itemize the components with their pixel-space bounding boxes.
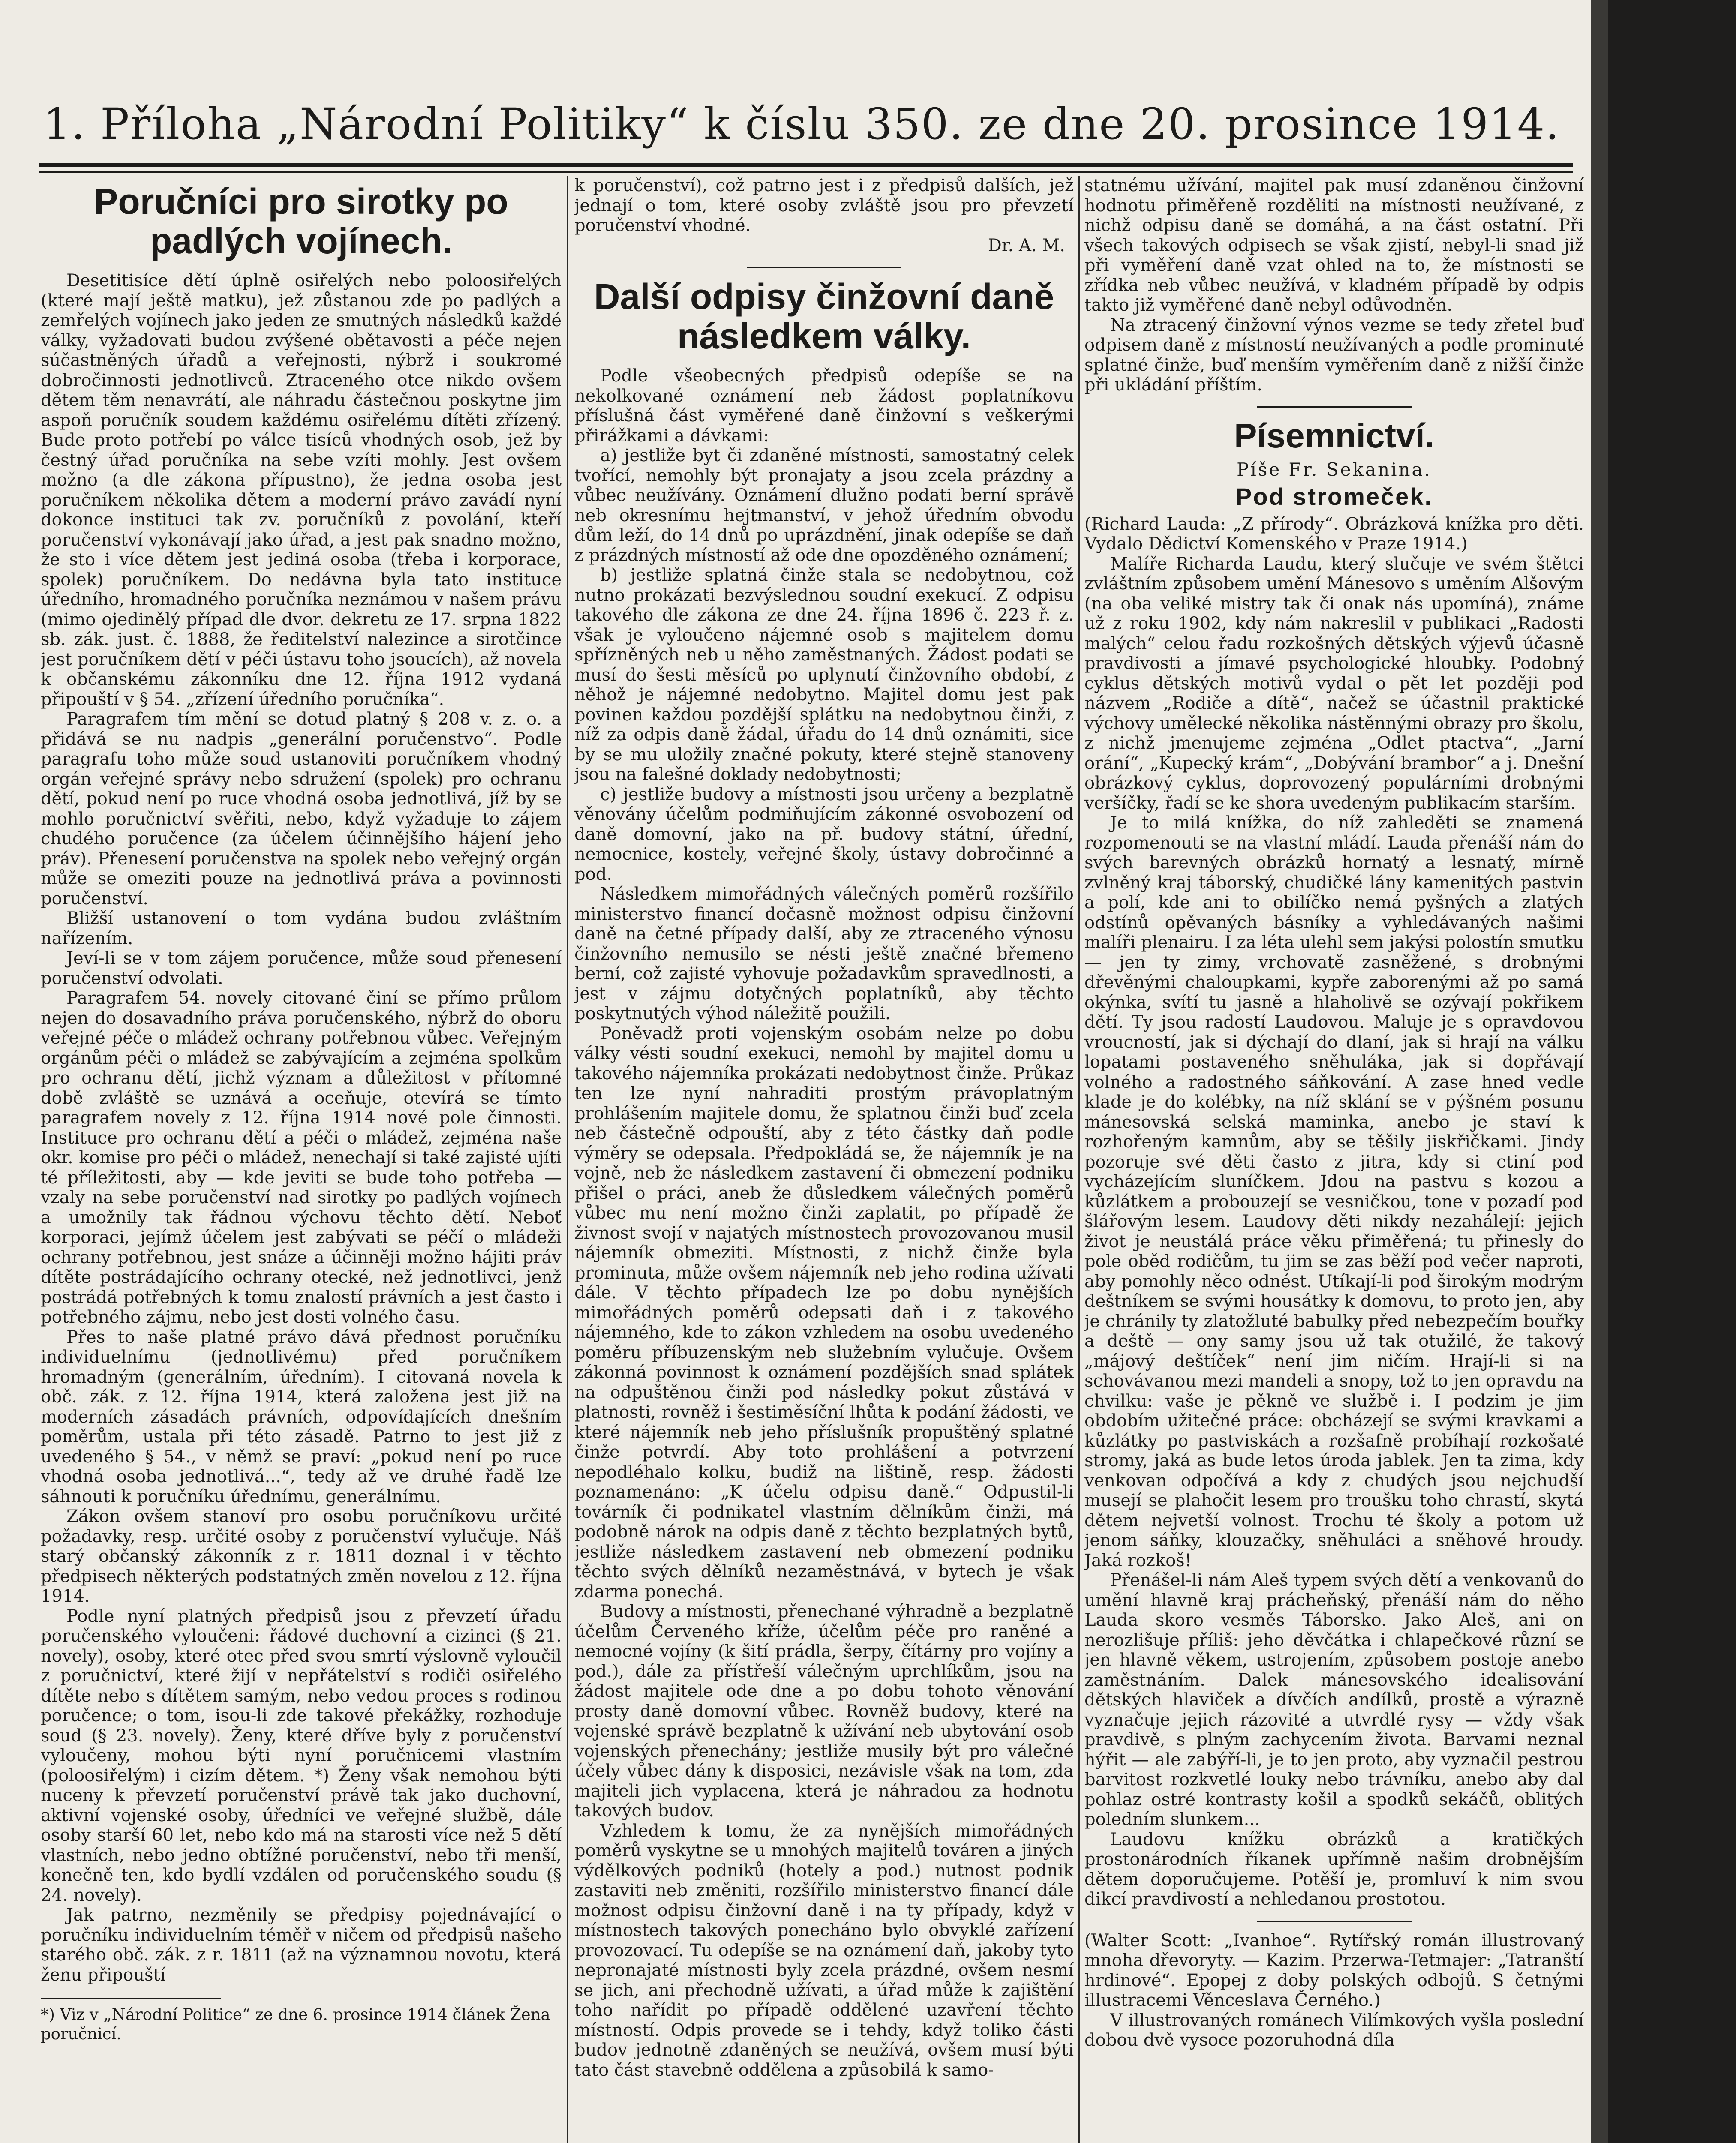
article-headline-guardians: Poručníci pro sirotky po padlých vojínech. xyxy=(94,181,508,261)
paragraph: Jak patrno, nezměnily se předpisy pojednávající o poručníku individuelním téměř v ničem od předpisů našeho starého obč. zák. z r. 1811 (až na významnou novotu, která ženu připouští xyxy=(41,1905,562,1985)
book-citation: (Richard Lauda: „Z přírody“. Obrázková knížka pro děti. Vydalo Dědictví Komenského v Praze 1914.) xyxy=(1084,514,1584,554)
paragraph: Malíře Richarda Laudu, který slučuje ve svém štětci zvláštním způsobem umění Mánesovo s uměním Alšovým (na oba veliké mistry tak či onak nás upomíná), známe už z roku 1902, kdy nám nakreslil v publikaci „Radosti malých“ celou řadu rozkošných dětských výjevů účasně pravdivosti a jímavé psychologické hloubky. Podobný cyklus dětských motivů vydal o pět let později pod názvem „Rodiče a dítě“, načež se účastnil praktické výchovy umělecké několika nástěnnými obrazy pro školu, z nichž jmenujeme zejména „Odlet ptactva“, „Jarní orání“, „Kupecký krám“, „Dobývání brambor“ a j. Dnešní obrázkový cyklus, doprovozený populárními drobnými veršíčky, řadí se ke shora uvedeným publikacím starším. xyxy=(1084,554,1584,813)
section-divider xyxy=(1257,406,1412,408)
paragraph: Zákon ovšem stanoví pro osobu poručníkovu určité požadavky, resp. určité osoby z poručenství vylučuje. Náš starý občanský zákonník z r. 1811 doznal i v těchto předpisech některých podstatných změn novelou z 12. října 1914. xyxy=(41,1507,562,1606)
footnote-rule xyxy=(41,1998,221,2005)
paragraph: Laudovu knížku obrázků a kratičkých prostonárodních říkanek upřímně našim drobnějším dětem doporučujeme. Potěší je, promluví k nim svou dikcí pravdivostí a nehledanou prostotou. xyxy=(1084,1829,1584,1909)
paragraph: V illustrovaných románech Vilímkových vyšla poslední dobou dvě vysoce pozoruhodná díla xyxy=(1084,2010,1584,2050)
column-divider-1 xyxy=(567,176,568,2143)
column-2 xyxy=(574,176,1074,2143)
column-divider-2 xyxy=(1078,176,1080,2143)
section-heading-literature: Písemnictví. xyxy=(1234,416,1434,455)
paragraph: Vzhledem k tomu, že za nynějších mimořádných poměrů vyskytne se u mnohých majitelů továren a jiných výdělkových podniků (hotely a pod.) nutnost podnik zastaviti neb změniti, rozšířilo ministerstvo financí dále možnost odpisu činžovní daně i na ty případy, když v místnostech takových ponecháno bylo obvyklé zařízení provozovací. Tu odepíše se na oznámení daň, jakoby tyto nepronajaté místnosti byly zcela prázdné, ovšem nesmí se jich, ani přechodně užívati, a úřad může k zajištění toho nařídit po případě oddělené uzavření těchto místností. Odpis provede se i tehdy, když toliko části budov jednotně zdaněných se neužívá, ovšem musí býti tato část stavebně oddělena a způsobilá k samo- xyxy=(574,1821,1074,2080)
paragraph: Bližší ustanovení o tom vydána budou zvláštním nařízením. xyxy=(41,909,562,948)
scan-edge-shadow xyxy=(1591,0,1608,2143)
subheading: Pod stromeček. xyxy=(1235,483,1433,510)
byline: Píše Fr. Sekanina. xyxy=(1237,459,1432,480)
scan-edge xyxy=(1591,0,1736,2143)
paragraph: c) jestliže budovy a místnosti jsou určeny a bezplatně věnovány účelům podmiňujícím zákonné osvobození od daně domovní, jako na př. budovy státní, úřední, nemocnice, kostely, veřejné školy, ústavy dobročinné a pod. xyxy=(574,784,1074,884)
paragraph: statnému užívání, majitel pak musí zdaněnou činžovní hodnotu přiměřeně rozděliti na místnosti neužívané, z nichž odpisu daně se domáhá, a na část ostatní. Při všech takových odpisech se však zjistí, nebyl-li snad již při vyměření daně vzat ohled na to, že místnosti se zřídka neb vůbec neužívá, v kladném případě by odpis takto již vyměřené daně nebyl odůvodněn. xyxy=(1084,176,1584,315)
article-continuation: k poručenství), což patrno jest i z předpisů dalších, jež jednají o tom, které osoby zvláště jsou pro převzetí poručenství vhodné. xyxy=(574,176,1074,235)
paragraph: Jeví-li se v tom zájem poručence, může soud přenesení poručenství odvolati. xyxy=(41,948,562,988)
article-divider xyxy=(747,267,901,268)
paragraph: Přes to naše platné právo dává přednost poručníku individuelnímu (jednotlivému) před poručníkem hromadným (generálním, úředním). I citovaná novela k obč. zák. z 12. října 1914, která založena jest již na moderních zásadách právních, odpovídajících dnešním poměrům, ustala při této zásadě. Patrno to jest již z uvedeného § 54., v němž se praví: „pokud není po ruce vhodná osoba jednotlivá...“, tedy až ve druhé řadě lze sáhnouti k poručníku úřednímu, generálnímu. xyxy=(41,1327,562,1507)
footnote: *) Viz v „Národní Politice“ ze dne 6. prosince 1914 článek Žena poručnicí. xyxy=(41,2005,550,2043)
author-signature: Dr. A. M. xyxy=(988,235,1065,255)
masthead-rule-thin xyxy=(39,171,1573,173)
paragraph: Následkem mimořádných válečných poměrů rozšířilo ministerstvo financí dočasně možnost odpisu činžovní daně na četné případy další, aby ze ztraceného výnosu činžovního nemusilo se nésti ještě značné břemeno berní, což zajisté vyhovuje požadavkům spravedlnosti, a jest v zájmu dotyčných poplatníků, aby těchto poskytnutých výhod náležitě použili. xyxy=(574,884,1074,1023)
paragraph: Paragrafem 54. novely citované činí se přímo průlom nejen do dosavadního práva poručenského, nýbrž do oboru veřejné péče o mládež ochrany potřebnou vůbec. Veřejným orgánům péči o mládež se zabývajícím a zejména spolkům pro ochranu dětí, jichž význam a důležitost v přítomné době zvláště se uznává a oceňuje, otevírá se tímto paragrafem novely z 12. října 1914 nové pole činnosti. Instituce pro ochranu dětí a péči o mládež, zejména naše okr. komise pro péči o mládež, nenechají si také zajisté ujíti té příležitosti, aby — kde jeviti se bude toho potřeba — vzaly na sebe poručenství nad sirotky po padlých vojínech a umožnily tak řádnou výchovu těchto dětí. Neboť korporaci, jejímž účelem jest zabývati se péčí o mládeži ochrany potřebnou, jest snáze a účinněji možno hájiti práv dítěte postrádajícího ochrany otecké, než jednotlivci, jenž postrádá potřebných k tomu znalostí právních a jest často i potřebného zájmu, nebo jest dosti volného času. xyxy=(41,988,562,1327)
column-1 xyxy=(41,176,562,2143)
book-citation: (Walter Scott: „Ivanhoe“. Rytířský román illustrovaný mnoha dřevoryty. — Kazim. Przerwa-Tetmajer: „Tatranští hrdinové“. Epopej z doby polských odbojů. S četnými illustracemi Věnceslava Černého.) xyxy=(1084,1930,1584,2010)
article-headline-tax: Další odpisy činžovní daně následkem války. xyxy=(594,276,1054,356)
review-divider xyxy=(1257,1921,1412,1922)
paragraph: Budovy a místnosti, přenechané výhradně a bezplatně účelům Červeného kříže, účelům péče pro raněné a nemocné vojíny (k šití prádla, šerpy, čítárny pro vojíny a pod.), dále za přístřeší válečným uprchlíkům, jsou na žádost majitele ode dne a po dobu tohoto věnování prosty daně domovní vůbec. Rovněž budovy, které na vojenské správě bezplatně k užívání neb ubytování osob vojenských přenechány; jestliže musily být pro válečné účely vůbec dány k disposici, nezávisle však na tom, zda majiteli jich vyplacena, která je náhradou za hodnotu takových budov. xyxy=(574,1602,1074,1821)
column-3 xyxy=(1084,176,1584,2143)
masthead: 1. Příloha „Národní Politiky“ k číslu 350. ze dne 20. prosince 1914. xyxy=(43,99,1560,149)
paragraph: Přenášel-li nám Aleš typem svých dětí a venkovanů do umění hlavně kraj prácheňský, přenáší nám do něho Lauda skoro vesměs Táborsko. Jako Aleš, ani on nerozlišuje příliš: jeho děvčátka i chlapečkové různí se jen hlavně věkem, ustrojením, způsobem postoje anebo zaměstnáním. Dalek mánesovského idealisování dětských hlaviček a dívčích andílků, prostě a výrazně vyznačuje jejich rázovité a utvrdlé rysy — vždy však pravdivě, s plným zachycením života. Barvami neznal hýřit — ale zabýří-li, je to jen proto, aby vyznačil pestrou barvitost rozkvetlé louky nebo trávníku, anebo aby dal pohlaz ostré kontrasty košil a spodků sekáčů, oblitých poledním slunkem... xyxy=(1084,1570,1584,1829)
paragraph: Paragrafem tím mění se dotud platný § 208 v. z. o. a přidává se nu nadpis „generální poručenstvo“. Podle paragrafu toho může soud ustanoviti poručníkem vhodný orgán veřejné správy nebo sdružení (spolek) pro ochranu dětí, pokud není po ruce vhodná osoba jednotlivá, jíž by se mohlo poručnictví svěřiti, nebo, když vyžaduje to zájem chudého poručence (za účelem účinnějšího hájení jeho práv). Přenesení poručenstva na spolek nebo veřejný orgán může se omeziti pouze na jednotlivá práva a povinnosti poručenství. xyxy=(41,709,562,909)
paragraph: a) jestliže byt či zdaněné místnosti, samostatný celek tvořící, nemohly být pronajaty a jsou zcela prázdny a vůbec neužívány. Oznámení dlužno podati berní správě neb okresnímu hejtmanství, v jehož úředním obvodu dům leží, do 14 dnů po uprázdnění, jinak odepíše se daň z prázdných místností až ode dne opozděného oznámení; xyxy=(574,446,1074,565)
paragraph: Poněvadž proti vojenským osobám nelze po dobu války vésti soudní exekuci, nemohl by majitel domu u takového nájemníka prokázati nedobytnost činže. Průkaz ten lze nyní nahraditi prostým právoplatným prohlášením majitele domu, že splatnou činži buď zcela neb částečně odpouští, aby z této částky daň podle výměry se odepsala. Předpokládá se, že nájemník je na vojně, neb že následkem zastavení či obmezení podniku přišel o práci, aneb že důsledkem válečných poměrů vůbec mu není možno činži zaplatit, po případě že živnost svojí v najatých místnostech provozovanou musil nájemník obmeziti. Místnosti, z nichž činže byla prominuta, může ovšem nájemník neb jeho rodina užívati dále. V těchto případech lze po dobu nynějších mimořádných poměrů odepsati daň i z takového nájemného, kde to zákon vzhledem na osobu uvedeného poměru příbuzenským neb služebním vylučuje. Ovšem zákonná povinnost k oznámení pozdějších snad splátek na odpuštěnou činži pod následky pokut zůstává v platnosti, rovněž i šestiměsíční lhůta k podání žádosti, ve které nájemník neb jeho příslušník propuštěný splatné činže potvrdí. Aby toto prohlášení a potvrzení nepodléhalo kolku, budiž na lištině, resp. žádosti poznamenáno: „K účelu odpisu daně.“ Odpustil-li továrník či podnikatel vlastním dělníkům činži, má podobně nárok na odpis daně z těchto bezplatných bytů, jestliže následkem zastavení neb obmezení podniku těchto svých dělníků nezaměstnává, v bytech je však zdarma ponechá. xyxy=(574,1023,1074,1602)
paragraph: Podle všeobecných předpisů odepíše se na nekolkované oznámení neb žádost poplatníkovu příslušná část vyměřené daně činžovní s veškerými přirážkami a dávkami: xyxy=(574,366,1074,446)
paragraph: Je to milá knížka, do níž zahleděti se znamená rozpomenouti se na vlastní mládí. Lauda přenáší nám do svých barevných obrázků hornatý a lesnatý, mírně zvlněný kraj táborský, chudičké lány kamenitých pastvin a polí, kde ani to obilíčko nemá pyšných a zlatých odstínů opěvaných básníky a vyhledávaných našimi malíři plenairu. I za léta ulehl sem jakýsi polostín smutku — jen ty zimy, vrchovatě zasněžené, s drobnými dřevěnými chaloupkami, kypře zaborenými až po samá okýnka, svítí tu jasně a hlaholivě se ozývají pokřikem dětí. Ty jsou radostí Laudovou. Maluje je s opravdovou vroucností, jak si dýchají do dlaní, jak si hrají na válku lopatami postaveného sněhuláka, jak si dopřávají volného a radostného sáňkování. A zase hned vedle klade je do kolébky, na níž sklání se v pýšném posunu mánesovská selská maminka, anebo je staví k rozhořeným kamnům, aby se těšily jiskřičkami. Jindy pozoruje své děti často z jitra, kdy si ctiní pod vycházejícím sluníčkem. Jdou na pastvu s kozou a kůzlátkem a probouzejí se vesničkou, tone v pozadí pod šlářovým lesem. Laudovy děti nikdy nezahálejí: jejich život je neustálá práce věku přiměřená; tu přinesly do pole oběd rodičům, tu jim se zas běží pod večer naproti, aby pomohly něco odnést. Utíkají-li pod širokým modrým deštníkem se svými housátky k domovu, to proto jen, aby je chránily ty zlatožluté babulky před nebezpečím bouřky a deště — ony samy jsou už tak otužilé, že takový „májový deštíček“ není jim ničím. Hrají-li si na schovávanou mezi mandeli a snopy, tož to jen opravdu na chvilku: vaše je pěkně ve službě i. I podzim je jim obdobím užitečné práce: obcházejí se svými kravkami a kůzlátky po pastviskách a rozšafně probíhají rozkošaté stromy, jaká as bude letos úroda jablek. Jen ta zima, kdy venkovan odpočívá a kdy z chudých jsou nejchudší musejí se plahočit lesem pro troušku toho chrastí, skytá dětem nejvetší volnost. Trochu té školy a potom už jenom sáňky, klouzačky, sněhuláci a sněhové hroudy. Jaká rozkoš! xyxy=(1084,813,1584,1570)
masthead-rule xyxy=(39,163,1573,167)
paragraph: Na ztracený činžovní výnos vezme se tedy zřetel buď odpisem daně z místností neužívaných a podle prominuté splatné činže, buď menším vyměřením daně z nižší činže při ukládání příštím. xyxy=(1084,315,1584,395)
paragraph: b) jestliže splatná činže stala se nedobytnou, což nutno prokázati bezvýslednou soudní exekucí. Z odpisu takového dle zákona ze dne 24. října 1896 č. 223 ř. z. však je vyloučeno nájemné osob s majitelem domu spřízněných neb u něho zaměstnaných. Žádost podati se musí do šesti měsíců po uplynutí činžovního období, z něhož je nájemné nedobytno. Majitel domu jest pak povinen každou pozdější splátku na nedobytnou činži, z níž za odpis daně žádal, úřadu do 14 dnů oznámiti, sice by se mu uložily značné pokuty, které stejně stanoveny jsou na falešné doklady nedobytnosti; xyxy=(574,565,1074,784)
paragraph: Desetitisíce dětí úplně osiřelých nebo poloosiřelých (které mají ještě matku), jež zůstanou zde po padlých a zemřelých vojínech jako jeden ze smutných následků každé války, vyžadovati budou zvýšené obětavosti a péče nejen súčastněných úřadů a veřejnosti, nýbrž i soukromé dobročinnosti jednotlivců. Ztraceného otce nikdo ovšem dětem těm nenavrátí, ale náhradu částečnou poskytne jim aspoň poručník soudem každému osiřelému dítěti zřízený. Bude proto potřebí po válce tisíců vhodných osob, jež by čestný úřad poručníka na sebe vzíti mohly. Jest ovšem možno (a dle zákona přípustno), že jedna osoba jest poručníkem několika dětem a moderní právo zavádí nyní dokonce instituci tak zv. poručníků z povolání, kteří poručenství vykonávají jako úřad, a jest pak snadno možno, že sto i více dětem jest jediná osoba (třeba i korporace, spolek) poručníkem. Do nedávna byla tato instituce úředního, hromadného poručníka neznámou v našem právu (mimo ojedinělý případ dle dvor. dekretu ze 17. srpna 1822 sb. zák. just. č. 1888, že ředitelství nalezince a sirotčince jest poručníkem dětí v péči ústavu toho jsoucích), až novela k občanskému zákonníku dne 12. října 1912 vydaná připouští v § 54. „zřízení úředního poručníka“. xyxy=(41,271,562,709)
paragraph: Podle nyní platných předpisů jsou z převzetí úřadu poručenského vyloučeni: řádové duchovní a cizinci (§ 21. novely), osoby, které otec před svou smrtí výslovně vyloučil z poručnictví, které žijí v nepřátelství s rodiči osiřelého dítěte nebo s dítětem samým, nebo vedou proces s rodinou poručence; o tom, isou-li zde takové překážky, rozhoduje soud (§ 23. novely). Ženy, které dříve byly z poručenství vyloučeny, mohou býti nyní poručnicemi vlastním (poloosiřelým) i cizím dětem. *) Ženy však nemohou býti nuceny k převzetí poručenství právě tak jako duchovní, aktivní vojenské osoby, úředníci ve veřejné službě, dále osoby starší 60 let, nebo kdo má na starosti více než 5 dětí vlastních, nebo jedno obtížné poručenství, nebo tři menší, konečně ten, kdo bydlí vzdálen od poručenského soudu (§ 24. novely). xyxy=(41,1606,562,1905)
